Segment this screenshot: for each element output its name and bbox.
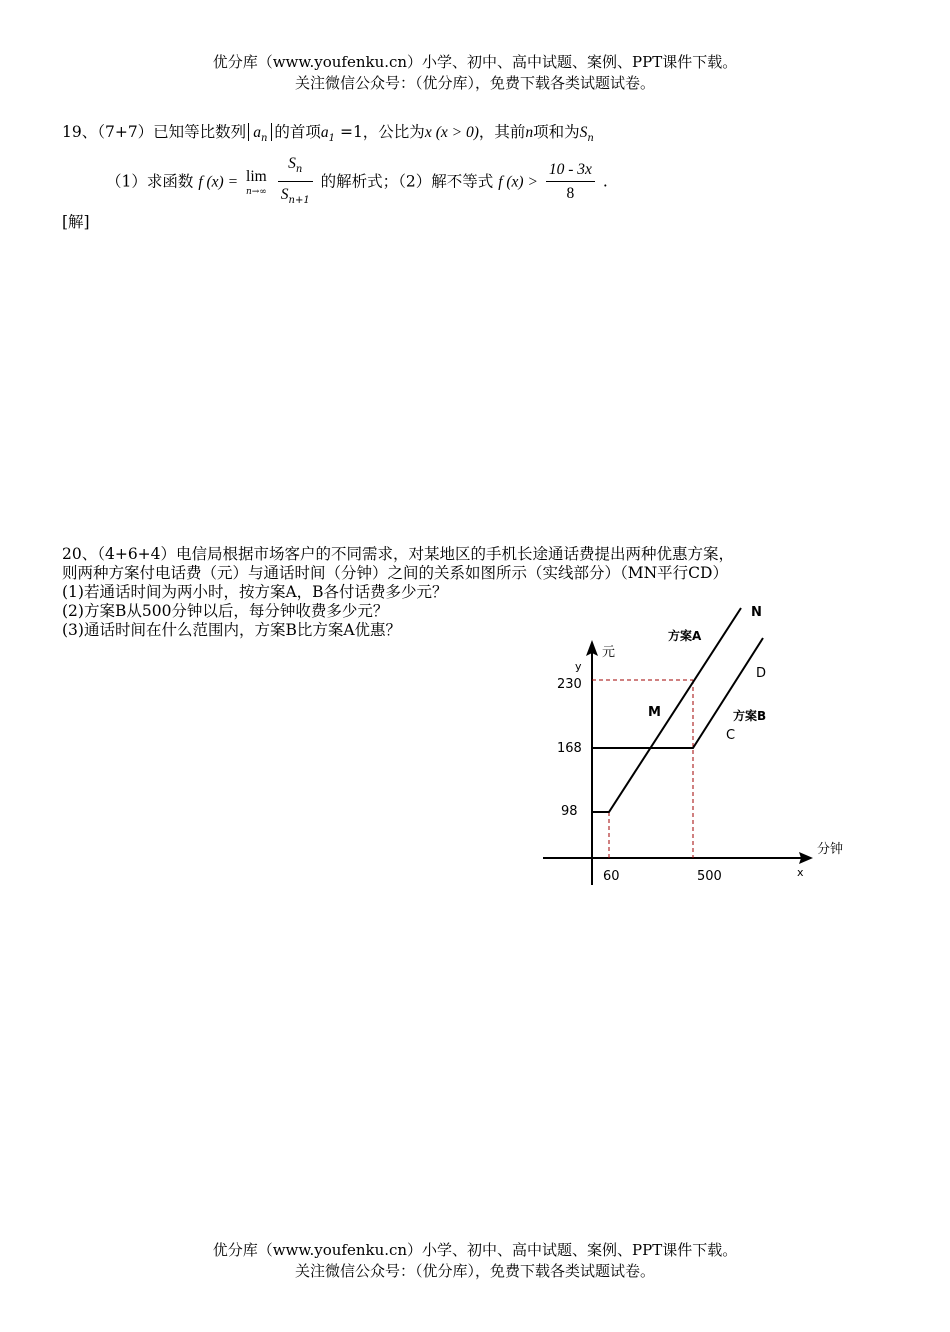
- footer-line-2: 关注微信公众号：（优分库），免费下载各类试题试卷。: [294, 1262, 655, 1280]
- x-axis-label: 分钟: [817, 842, 844, 857]
- y-tick-230: 230: [557, 677, 582, 692]
- ratio-symbol: x: [424, 124, 432, 141]
- sum-ratio-fraction: $\frac{S_n}{S_{n+1}}$: [278, 152, 313, 213]
- y-tick-98: 98: [561, 804, 578, 819]
- q20-line-2: 则两种方案付电话费（元）与通话时间（分钟）之间的关系如图所示（实线部分）（MN平行CD）: [62, 564, 728, 582]
- y-axis-letter: y: [575, 660, 582, 673]
- plan-a-label: 方案A: [668, 629, 702, 643]
- q19-part-1: （1）求函数 f (x) = lim n→∞ $\frac{S_n}{S_{n+1}}$ 的解析式；（2）解不等式 f (x) > $\frac{10 - 3x}{8}$ .: [106, 152, 608, 213]
- inequality-fraction: $\frac{10 - 3x}{8}$: [546, 159, 595, 206]
- x-tick-60: 60: [603, 869, 620, 884]
- point-label-c: C: [726, 728, 736, 743]
- point-label-d: D: [756, 666, 767, 681]
- q20-question-3: (3)通话时间在什么范围内，方案B比方案A优惠？: [62, 621, 402, 639]
- seq-notation: $a_n$: [248, 123, 272, 141]
- plan-b-label: 方案B: [733, 709, 767, 723]
- plan-a-line: [592, 608, 741, 812]
- answer-label: [解]: [62, 213, 90, 231]
- plan-b-line: [592, 638, 763, 748]
- q20-question-1: (1)若通话时间为两小时，按方案A，B各付话费多少元？: [62, 583, 448, 601]
- x-axis-letter: x: [797, 866, 804, 879]
- q20-line-1: 20、（4+6+4）电信局根据市场客户的不同需求，对某地区的手机长途通话费提出两种优惠方案，: [62, 545, 735, 563]
- header-line-1: 优分库（www.youfenku.cn）小学、初中、高中试题、案例、PPT课件下载。: [212, 53, 738, 71]
- q20-question-2: (2)方案B从500分钟以后，每分钟收费多少元？: [62, 602, 389, 620]
- fx-symbol: f (x) =: [198, 173, 239, 191]
- fx-symbol-2: f (x) >: [498, 173, 538, 191]
- header-line-2: 关注微信公众号：（优分库），免费下载各类试题试卷。: [294, 74, 655, 92]
- point-label-n: N: [751, 605, 762, 620]
- q19-statement: 19、（7+7）已知等比数列 $a_n$ 的首项$a_1 =1$，公比为x (x > 0)，其前n项和为$S_n$: [62, 123, 594, 144]
- y-tick-168: 168: [557, 741, 582, 756]
- page-footer: [0, 1240, 950, 1282]
- ratio-condition: (x > 0): [435, 124, 479, 141]
- a1-symbol: a: [320, 124, 329, 141]
- x-axis-arrow-icon: [799, 852, 813, 864]
- q19-prefix: 19、（7+7）已知等比数列: [62, 123, 247, 141]
- x-tick-500: 500: [697, 869, 722, 884]
- footer-line-1: 优分库（www.youfenku.cn）小学、初中、高中试题、案例、PPT课件下载。: [212, 1241, 738, 1259]
- page-header: [0, 52, 950, 94]
- phone-fee-chart: [535, 600, 855, 895]
- limit-operator: lim n→∞: [245, 167, 267, 197]
- point-label-m: M: [648, 705, 661, 720]
- y-axis-label: 元: [602, 645, 616, 660]
